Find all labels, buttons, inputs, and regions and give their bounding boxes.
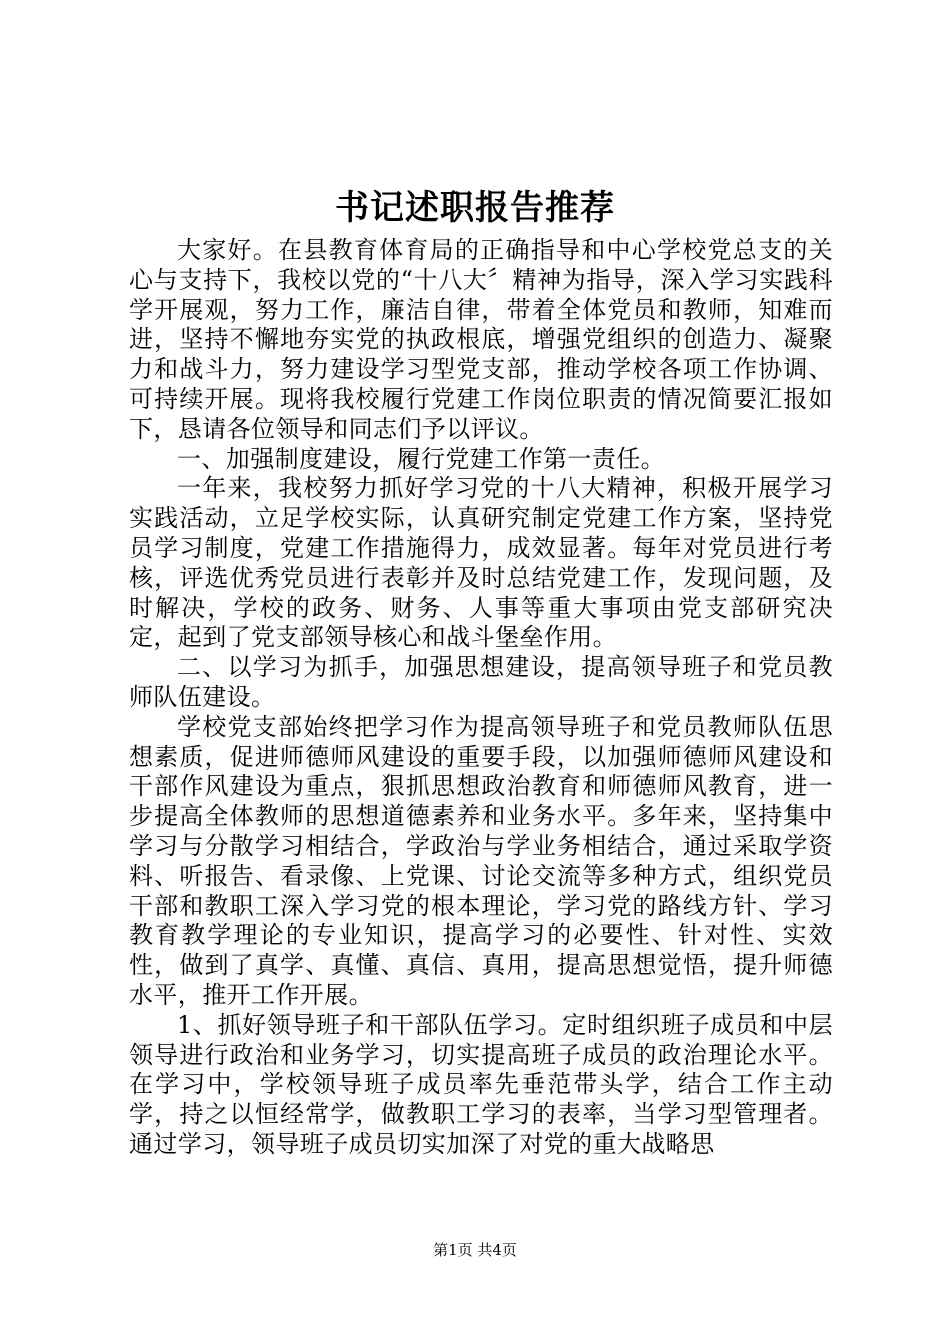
paragraph-item-1: 1、抓好领导班子和干部队伍学习。定时组织班子成员和中层领导进行政治和业务学习，切实提高班子成员的政治理论水平。在学习中，学校领导班子成员率先垂范带头学，结合工作主动学，持之以恒经常学，做教职工学习的表率，当学习型管理者。通过学习，领导班子成员切实加深了对党的重大战略思 [129,1010,833,1158]
document-body [129,236,833,1160]
paragraph-section-2: 学校党支部始终把学习作为提高领导班子和党员教师队伍思想素质，促进师德师风建设的重要手段，以加强师德师风建设和干部作风建设为重点，狠抓思想政治教育和师德师风教育，进一步提高全体教师的思想道德素养和业务水平。多年来，坚持集中学习与分散学习相结合，学政治与学业务相结合，通过采取学资料、听报告、看录像、上党课、讨论交流等多种方式，组织党员干部和教职工深入学习党的根本理论，学习党的路线方针、学习教育教学理论的专业知识，提高学习的必要性、针对性、实效性，做到了真学、真懂、真信、真用，提高思想觉悟，提升师德水平，推开工作开展。 [129,712,833,1009]
page-number-footer: 第1页 共4页 [433,1241,517,1259]
paragraph-intro: 大家好。在县教育体育局的正确指导和中心学校党总支的关心与支持下，我校以党的“十八大〞精神为指导，深入学习实践科学开展观，努力工作，廉洁自律，带着全体党员和教师，知难而进，坚持不懈地夯实党的执政根底，增强党组织的创造力、凝聚力和战斗力，努力建设学习型党支部，推动学校各项工作协调、可持续开展。现将我校履行党建工作岗位职责的情况简要汇报如下，恳请各位领导和同志们予以评议。 [129,236,833,443]
paragraph-section-1: 一年来，我校努力抓好学习党的十八大精神，积极开展学习实践活动，立足学校实际，认真研究制定党建工作方案，坚持党员学习制度，党建工作措施得力，成效显著。每年对党员进行考核，评选优秀党员进行表彰并及时总结党建工作，发现问题，及时解决，学校的政务、财务、人事等重大事项由党支部研究决定，起到了党支部领导核心和战斗堡垒作用。 [129,474,833,652]
section-heading-1: 一、加强制度建设，履行党建工作第一责任。 [177,444,665,473]
section-heading-2: 二、以学习为抓手，加强思想建设，提高领导班子和党员教师队伍建设。 [129,653,833,711]
page-title: 书记述职报告推荐 [335,188,615,228]
